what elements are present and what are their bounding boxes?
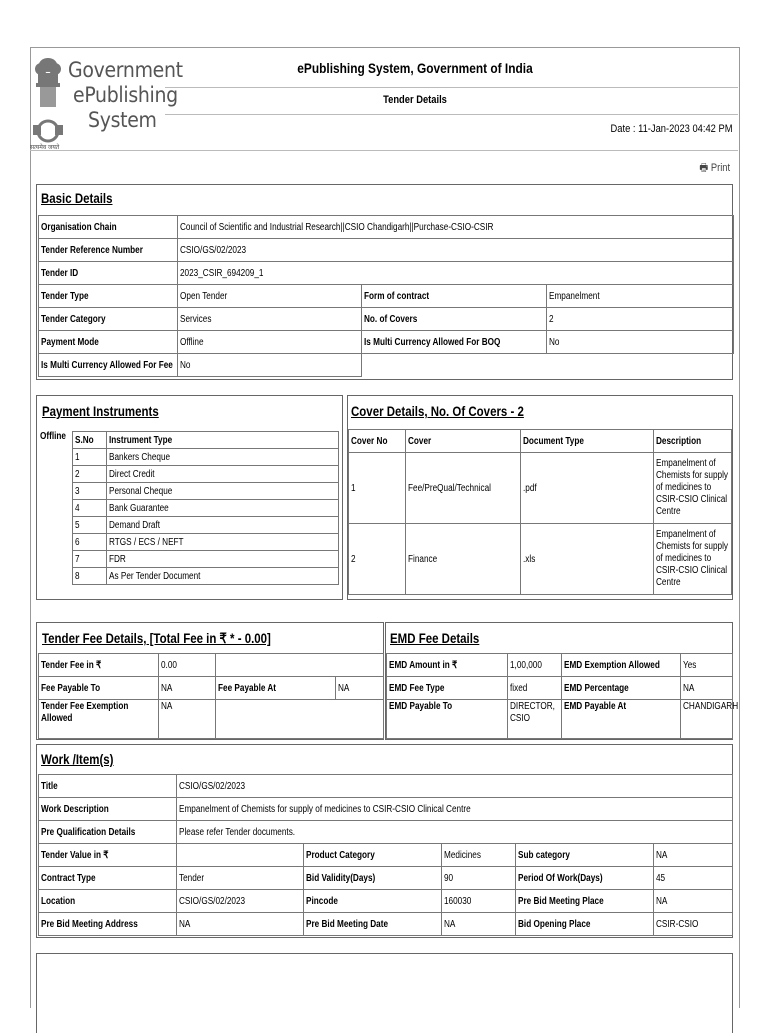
table-row	[39, 262, 734, 285]
emd-percentage-value: NA	[683, 682, 695, 694]
form-contract-value: Empanelment	[549, 290, 600, 302]
emd-amount-value: 1,00,000	[510, 659, 542, 671]
boq-currency-value: No	[549, 336, 560, 348]
payment-mode-label: Payment Mode	[41, 336, 99, 348]
tender-fee-table	[38, 653, 384, 739]
prebid-date-label: Pre Bid Meeting Date	[306, 918, 389, 930]
bid-opening-value: CSIR-CSIO	[656, 918, 699, 930]
table-row	[39, 913, 733, 936]
location-label: Location	[41, 895, 76, 907]
prebid-address-value: NA	[179, 918, 191, 930]
bid-validity-label: Bid Validity(Days)	[306, 872, 376, 884]
instrument-type: As Per Tender Document	[109, 570, 201, 582]
instrument-sno: 4	[75, 502, 80, 514]
next-section	[36, 953, 733, 1033]
payment-mode-offline: Offline	[40, 431, 66, 442]
table-row	[39, 798, 733, 821]
tender-id-label: Tender ID	[41, 267, 79, 279]
table-row	[349, 524, 732, 595]
tender-fee-heading: Tender Fee Details, [Total Fee in ₹ * - 0.00]	[42, 630, 271, 646]
fee-currency-label: Is Multi Currency Allowed For Fee	[41, 359, 173, 371]
print-button[interactable]	[699, 159, 730, 178]
basic-details-table	[38, 215, 734, 377]
emblem-icon	[30, 55, 66, 145]
emd-payable-to-value: DIRECTOR, CSIO	[510, 701, 555, 724]
fee-currency-value: No	[180, 359, 191, 371]
pincode-value: 160030	[444, 895, 472, 907]
table-row	[73, 534, 339, 551]
logo-line-3: System	[88, 108, 157, 132]
tender-value-label: Tender Value in ₹	[41, 849, 109, 861]
emd-amount-label: EMD Amount in ₹	[389, 659, 458, 671]
table-row	[387, 700, 733, 739]
table-row	[73, 551, 339, 568]
table-row	[39, 216, 734, 239]
org-chain-label: Organisation Chain	[41, 221, 117, 233]
work-items-table	[38, 774, 733, 936]
cover-doc-type: .xls	[523, 553, 536, 565]
instrument-sno: 1	[75, 451, 80, 463]
page-title: ePublishing System, Government of India	[297, 60, 533, 76]
cover-no: 2	[351, 553, 356, 565]
emd-heading: EMD Fee Details	[390, 630, 480, 646]
instrument-type: Bankers Cheque	[109, 451, 171, 463]
logo-line-1: Government	[68, 58, 183, 82]
date-stamp: Date : 11-Jan-2023 04:42 PM	[610, 123, 732, 135]
instrument-type: Personal Cheque	[109, 485, 173, 497]
cover-doc-type: .pdf	[523, 482, 537, 494]
cover-name: Fee/PreQual/Technical	[408, 482, 491, 494]
instrument-sno: 6	[75, 536, 80, 548]
covers-label: No. of Covers	[364, 313, 418, 325]
instrument-sno: 7	[75, 553, 80, 565]
cover-details-table	[348, 429, 732, 595]
ref-value: CSIO/GS/02/2023	[180, 244, 247, 256]
fee-payable-at-value: NA	[338, 682, 350, 694]
prebid-date-value: NA	[444, 918, 456, 930]
instrument-type: Bank Guarantee	[109, 502, 169, 514]
divider	[165, 87, 738, 88]
table-row	[39, 308, 734, 331]
tender-fee-label: Tender Fee in ₹	[41, 659, 102, 671]
table-row	[39, 285, 734, 308]
cover-description: Empanelment of Chemists for supply of medicines to CSIR-CSIO Clinical Centre	[656, 458, 729, 517]
prequal-value: Please refer Tender documents.	[179, 826, 296, 838]
table-row	[39, 700, 384, 739]
col-sno: S.No	[75, 434, 94, 446]
instrument-type: RTGS / ECS / NEFT	[109, 536, 184, 548]
table-row	[387, 677, 733, 700]
fee-exemption-value: NA	[161, 701, 173, 712]
work-title-value: CSIO/GS/02/2023	[179, 780, 246, 792]
bid-validity-value: 90	[444, 872, 454, 884]
cover-name: Finance	[408, 553, 438, 565]
work-title-label: Title	[41, 780, 58, 792]
table-row	[39, 677, 384, 700]
prebid-place-value: NA	[656, 895, 668, 907]
work-desc-label: Work Description	[41, 803, 109, 815]
print-label: Print	[710, 162, 730, 174]
sub-category-value: NA	[656, 849, 668, 861]
category-value: Services	[180, 313, 212, 325]
col-instrument-type: Instrument Type	[109, 434, 173, 446]
contract-type-label: Contract Type	[41, 872, 96, 884]
table-row	[39, 331, 734, 354]
sub-category-label: Sub category	[518, 849, 570, 861]
col-cover-no: Cover No	[351, 435, 388, 447]
cover-description: Empanelment of Chemists for supply of medicines to CSIR-CSIO Clinical Centre	[656, 529, 729, 588]
tender-type-value: Open Tender	[180, 290, 228, 302]
fee-payable-to-label: Fee Payable To	[41, 682, 101, 694]
product-category-label: Product Category	[306, 849, 375, 861]
table-row	[73, 568, 339, 585]
instruments-table	[72, 431, 339, 585]
col-cover: Cover	[408, 435, 432, 447]
location-value: CSIO/GS/02/2023	[179, 895, 246, 907]
fee-payable-to-value: NA	[161, 682, 173, 694]
instrument-sno: 5	[75, 519, 80, 531]
fee-exemption-label: Tender Fee Exemption Allowed	[41, 701, 129, 724]
product-category-value: Medicines	[444, 849, 481, 861]
printer-icon: 🖶	[699, 162, 709, 174]
instrument-type: Direct Credit	[109, 468, 155, 480]
tender-id-value: 2023_CSIR_694209_1	[180, 267, 264, 279]
category-label: Tender Category	[41, 313, 106, 325]
table-row	[39, 239, 734, 262]
table-row	[73, 432, 339, 449]
instrument-type: Demand Draft	[109, 519, 161, 531]
divider	[30, 150, 738, 151]
table-row	[73, 483, 339, 500]
cover-no: 1	[351, 482, 356, 494]
prebid-place-label: Pre Bid Meeting Place	[518, 895, 604, 907]
instrument-sno: 8	[75, 570, 80, 582]
covers-value: 2	[549, 313, 554, 325]
table-row	[39, 844, 733, 867]
table-row	[349, 430, 732, 453]
instrument-sno: 3	[75, 485, 80, 497]
ref-label: Tender Reference Number	[41, 244, 143, 256]
basic-details-heading: Basic Details	[41, 190, 113, 206]
fee-payable-at-label: Fee Payable At	[218, 682, 277, 694]
table-row	[73, 466, 339, 483]
emd-exemption-value: Yes	[683, 659, 697, 671]
table-row	[73, 500, 339, 517]
contract-type-value: Tender	[179, 872, 205, 884]
form-contract-label: Form of contract	[364, 290, 430, 302]
work-period-value: 45	[656, 872, 666, 884]
table-row	[39, 821, 733, 844]
emd-payable-at-label: EMD Payable At	[564, 701, 627, 712]
work-period-label: Period Of Work(Days)	[518, 872, 603, 884]
emblem-caption: सत्यमेव जयते	[30, 145, 60, 151]
instrument-type: FDR	[109, 553, 126, 565]
table-row	[39, 354, 734, 377]
work-items-heading: Work /Item(s)	[41, 751, 114, 767]
bid-opening-label: Bid Opening Place	[518, 918, 591, 930]
tender-type-label: Tender Type	[41, 290, 89, 302]
pincode-label: Pincode	[306, 895, 338, 907]
cover-details-heading: Cover Details, No. Of Covers - 2	[351, 403, 524, 419]
logo-line-2: ePublishing	[73, 83, 178, 107]
emd-exemption-label: EMD Exemption Allowed	[564, 659, 660, 671]
payment-mode-value: Offline	[180, 336, 204, 348]
table-row	[39, 890, 733, 913]
payment-instruments-heading: Payment Instruments	[42, 403, 159, 419]
emd-fee-type-value: fixed	[510, 682, 528, 694]
table-row	[73, 449, 339, 466]
prequal-label: Pre Qualification Details	[41, 826, 136, 838]
divider	[165, 114, 738, 115]
page-subtitle: Tender Details	[383, 94, 447, 106]
table-row	[73, 517, 339, 534]
site-logo[interactable]	[68, 58, 183, 133]
table-row	[39, 654, 384, 677]
org-chain-value: Council of Scientific and Industrial Research||CSIO Chandigarh||Purchase-CSIO-CSIR	[180, 221, 494, 233]
table-row	[387, 654, 733, 677]
instrument-sno: 2	[75, 468, 80, 480]
table-row	[39, 775, 733, 798]
emd-fee-type-label: EMD Fee Type	[389, 682, 445, 694]
emd-payable-at-value: CHANDIGARH	[683, 701, 739, 712]
boq-currency-label: Is Multi Currency Allowed For BOQ	[364, 336, 501, 348]
work-desc-value: Empanelment of Chemists for supply of medicines to CSIR-CSIO Clinical Centre	[179, 803, 471, 815]
table-row	[39, 867, 733, 890]
emd-percentage-label: EMD Percentage	[564, 682, 629, 694]
emd-payable-to-label: EMD Payable To	[389, 701, 453, 712]
prebid-address-label: Pre Bid Meeting Address	[41, 918, 138, 930]
tender-fee-value: 0.00	[161, 659, 177, 671]
table-row	[349, 453, 732, 524]
col-document-type: Document Type	[523, 435, 584, 447]
emd-table	[386, 653, 739, 739]
col-description: Description	[656, 435, 702, 447]
